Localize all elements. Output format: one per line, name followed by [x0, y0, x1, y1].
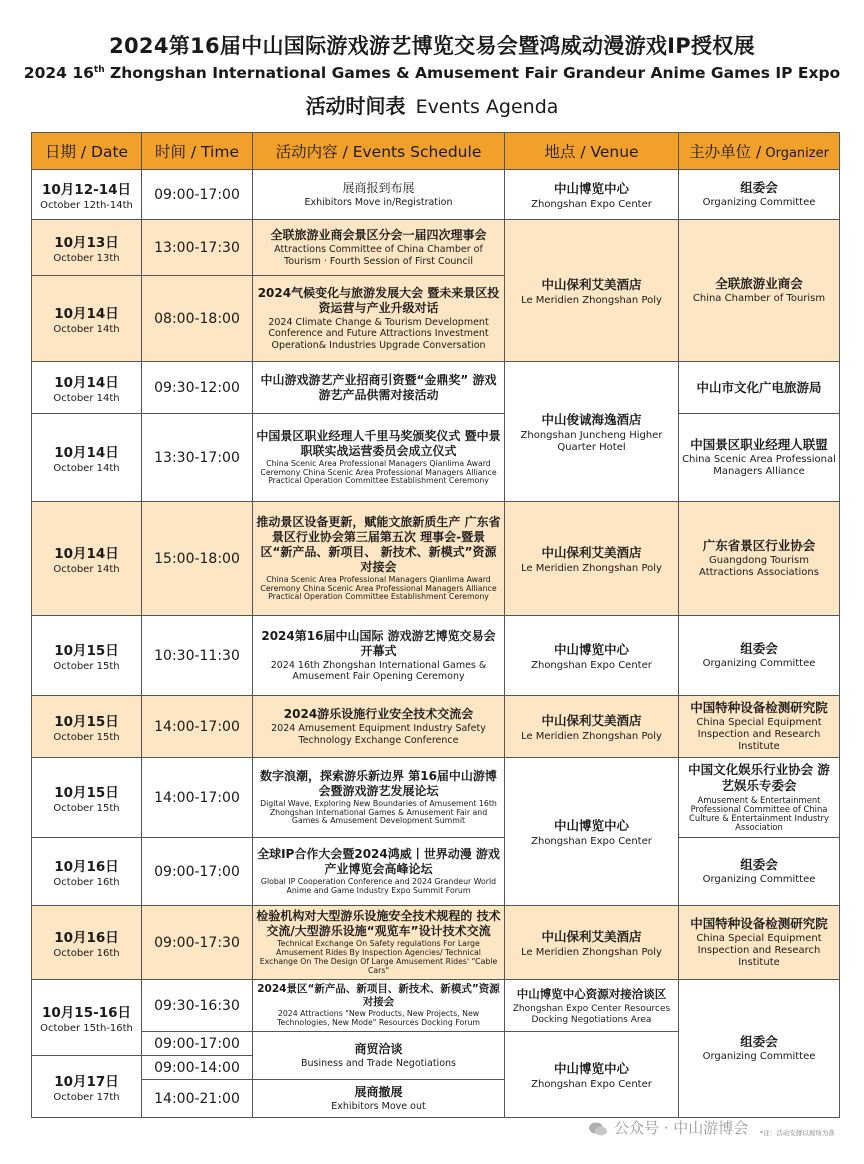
venue-cell — [505, 170, 679, 220]
organizer-cn: 中国文化娱乐行业协会 游艺娱乐专委会 — [688, 762, 830, 794]
time-cell — [142, 170, 253, 220]
date-en: October 14th — [53, 324, 120, 335]
time-cell — [142, 980, 253, 1032]
organizer-cell — [679, 838, 840, 906]
organizer-cell — [679, 362, 840, 414]
date-cell — [32, 616, 142, 696]
event-cn: 2024第16届中山国际 游戏游艺博览交易会开幕式 — [261, 628, 496, 658]
event-en: Exhibitors Move out — [331, 1100, 426, 1112]
organizer-en: Organizing Committee — [702, 658, 816, 670]
time-text: 15:00-18:00 — [154, 550, 240, 567]
time-cell — [142, 1056, 253, 1080]
venue-cn: 中山保利艾美酒店 — [541, 544, 642, 560]
date-cn: 10月15日 — [54, 643, 119, 659]
col-schedule: 活动内容 / Events Schedule — [253, 133, 505, 170]
date-cn: 10月17日 — [54, 1074, 119, 1090]
time-text: 09:00-17:00 — [154, 863, 240, 880]
date-en: October 17th — [53, 1092, 120, 1103]
table-row — [32, 838, 840, 906]
date-cn: 10月15日 — [54, 714, 119, 730]
organizer-cell — [679, 758, 840, 838]
date-cell — [32, 362, 142, 414]
date-cell — [32, 170, 142, 220]
organizer-cn: 中国特种设备检测研究院 — [690, 699, 828, 715]
time-text: 09:00-17:30 — [154, 934, 240, 951]
date-cn: 10月14日 — [54, 306, 119, 322]
col-date: 日期 / Date — [32, 133, 142, 170]
venue-cn: 中山博览中心 — [553, 180, 629, 196]
time-cell — [142, 220, 253, 276]
venue-en: Zhongshan Expo Center — [531, 1078, 652, 1090]
table-row — [32, 502, 840, 616]
organizer-en: China Special Equipment Inspection and Research Institute — [696, 717, 822, 753]
venue-cn: 中山俊诚海逸酒店 — [541, 411, 642, 427]
date-cell — [32, 414, 142, 502]
table-row — [32, 906, 840, 980]
event-en: 2024 Climate Change & Tourism Development Conference and Future Attractions Investment Operation& Industries Upgrade Conversation — [268, 316, 489, 351]
date-en: October 15th-16th — [40, 1023, 133, 1034]
date-cell — [32, 1056, 142, 1118]
time-cell — [142, 276, 253, 362]
table-row — [32, 758, 840, 838]
date-en: October 15th — [53, 803, 120, 814]
time-cell — [142, 362, 253, 414]
event-cn: 展商报到布展 — [342, 180, 415, 195]
event-cn: 2024气候变化与旅游发展大会 暨未来景区投资运营与产业升级对话 — [257, 285, 500, 315]
organizer-cn: 中国特种设备检测研究院 — [690, 915, 828, 931]
event-cell — [253, 220, 505, 276]
organizer-cn: 组委会 — [740, 856, 778, 872]
event-cn: 2024景区“新产品、新项目、新技术、新模式”资源对接会 — [257, 982, 500, 1009]
time-text: 13:30-17:00 — [154, 449, 240, 466]
event-en: Business and Trade Negotiations — [301, 1057, 456, 1069]
footnote: *注：活动安排以现场为准 — [760, 1129, 835, 1137]
subtitle-cn: 活动时间表 — [305, 94, 406, 118]
event-cell — [253, 758, 505, 838]
date-en: October 15th — [53, 661, 120, 672]
event-en: Attractions Committee of China Chamber of Tourism · Fourth Session of First Council — [274, 244, 483, 267]
organizer-cn: 组委会 — [740, 179, 778, 195]
event-cell — [253, 906, 505, 980]
organizer-en: Organizing Committee — [702, 197, 816, 209]
organizer-cn: 组委会 — [740, 1033, 778, 1049]
organizer-cell — [679, 616, 840, 696]
date-en: October 12th-14th — [40, 200, 133, 211]
wechat-icon — [588, 1121, 608, 1137]
venue-cn: 中山博览中心资源对接洽谈区 — [516, 986, 667, 1001]
event-cn: 全联旅游业商会景区分会一届四次理事会 — [270, 228, 487, 243]
date-cell — [32, 696, 142, 758]
date-cn: 10月13日 — [54, 235, 119, 251]
date-cn: 10月14日 — [54, 546, 119, 562]
event-cell — [253, 1080, 505, 1118]
organizer-cn: 组委会 — [740, 640, 778, 656]
event-cn: 检验机构对大型游乐设施安全技术规程的 技术交流/大型游乐设施“观览车”设计技术交流 — [256, 909, 501, 939]
event-cn: 2024游乐设施行业安全技术交流会 — [283, 707, 474, 722]
time-text: 09:00-14:00 — [154, 1059, 240, 1076]
venue-cell — [505, 220, 679, 362]
time-cell — [142, 1032, 253, 1056]
organizer-en: China Scenic Area Professional Managers Alliance — [682, 454, 836, 478]
venue-cell — [505, 696, 679, 758]
organizer-cn: 全联旅游业商会 — [715, 275, 803, 291]
organizer-en: Organizing Committee — [702, 1051, 816, 1063]
event-en: 2024 16th Zhongshan International Games & Amusement Fair Opening Ceremony — [270, 659, 487, 682]
event-cn: 中山游戏游艺产业招商引资暨“金鼎奖” 游戏游艺产品供需对接活动 — [260, 372, 497, 402]
date-en: October 14th — [53, 393, 120, 404]
date-cell — [32, 220, 142, 276]
organizer-cell — [679, 502, 840, 616]
event-cell — [253, 838, 505, 906]
venue-cell — [505, 980, 679, 1032]
col-organizer-cn: 主办单位 / — [689, 143, 762, 161]
time-cell — [142, 758, 253, 838]
table-row — [32, 414, 840, 502]
table-row — [32, 362, 840, 414]
organizer-cn: 中山市文化广电旅游局 — [696, 379, 822, 395]
subtitle — [0, 90, 864, 119]
venue-cell — [505, 616, 679, 696]
table-row — [32, 980, 840, 1032]
venue-en: Zhongshan Expo Center — [531, 659, 652, 671]
time-cell — [142, 616, 253, 696]
organizer-en: Guangdong Tourism Attractions Associations — [699, 555, 819, 579]
time-text: 10:30-11:30 — [154, 647, 240, 664]
event-cn: 中国景区职业经理人千里马奖颁奖仪式 暨中景职联实战运营委员会成立仪式 — [256, 428, 501, 458]
event-cell — [253, 696, 505, 758]
date-en: October 14th — [53, 564, 120, 575]
organizer-cell — [679, 170, 840, 220]
time-cell — [142, 414, 253, 502]
date-cn: 10月15日 — [54, 785, 119, 801]
organizer-cell — [679, 906, 840, 980]
agenda-table — [31, 132, 840, 1118]
event-cn: 推动景区设备更新，赋能文旅新质生产 广东省景区行业协会第三届第五次 理事会-暨景区“新产品、新项目、 新技术、新模式”资源对接会 — [256, 514, 501, 574]
table-row — [32, 220, 840, 276]
organizer-en: Amusement & Entertainment Professional Committee of China Culture & Entertainment Industry Association — [689, 794, 829, 833]
subtitle-en: Events Agenda — [415, 96, 559, 118]
time-cell — [142, 502, 253, 616]
date-cn: 10月16日 — [54, 859, 119, 875]
time-text: 13:00-17:30 — [154, 239, 240, 256]
venue-en: Zhongshan Expo Center — [531, 835, 652, 847]
organizer-en: Organizing Committee — [702, 874, 816, 886]
organizer-cell — [679, 696, 840, 758]
time-cell — [142, 906, 253, 980]
date-cn: 10月14日 — [54, 445, 119, 461]
organizer-cell — [679, 980, 840, 1118]
col-organizer-en: Organizer — [761, 146, 829, 161]
event-cell — [253, 170, 505, 220]
date-cell — [32, 980, 142, 1056]
organizer-cell — [679, 220, 840, 362]
venue-cn: 中山保利艾美酒店 — [541, 712, 642, 728]
time-text: 09:00-17:00 — [154, 186, 240, 203]
title-cn: 2024第16届中山国际游戏游艺博览交易会暨鸿威动漫游戏IP授权展 — [109, 34, 755, 58]
title-en-post: Zhongshan International Games & Amusement Fair Grandeur Anime Games IP Expo — [104, 64, 841, 82]
title-en — [0, 64, 864, 82]
time-text: 14:00-21:00 — [154, 1090, 240, 1107]
venue-en: Le Meridien Zhongshan Poly — [521, 562, 662, 574]
event-cell — [253, 414, 505, 502]
date-en: October 16th — [53, 948, 120, 959]
date-en: October 15th — [53, 732, 120, 743]
time-text: 09:30-12:00 — [154, 379, 240, 396]
venue-cn: 中山博览中心 — [553, 641, 629, 657]
event-en: China Scenic Area Professional Managers Qianlima Award Ceremony China Scenic Area Professional Managers Alliance Practical Operation Committee Establishment Ceremony — [260, 574, 497, 602]
date-cell — [32, 906, 142, 980]
date-en: October 13th — [53, 253, 120, 264]
date-cn: 10月14日 — [54, 375, 119, 391]
time-text: 09:00-17:00 — [154, 1035, 240, 1052]
date-cell — [32, 758, 142, 838]
watermark-text: 公众号 · 中山游博会 — [614, 1119, 749, 1137]
venue-cell — [505, 502, 679, 616]
event-cell — [253, 276, 505, 362]
time-text: 08:00-18:00 — [154, 310, 240, 327]
time-cell — [142, 838, 253, 906]
title-en-pre: 2024 16 — [23, 64, 94, 82]
venue-en: Le Meridien Zhongshan Poly — [521, 294, 662, 306]
organizer-en: China Chamber of Tourism — [692, 293, 826, 305]
organizer-en: China Special Equipment Inspection and Research Institute — [696, 933, 822, 969]
event-cell — [253, 502, 505, 616]
col-venue: 地点 / Venue — [505, 133, 679, 170]
table-header-row — [32, 133, 840, 170]
venue-cell — [505, 758, 679, 906]
venue-cn: 中山博览中心 — [553, 1060, 629, 1076]
wechat-watermark — [588, 1117, 748, 1138]
event-en: China Scenic Area Professional Managers Qianlima Award Ceremony China Scenic Area Professional Managers Alliance Practical Operation Committee Establishment Ceremony — [260, 458, 497, 486]
table-row — [32, 170, 840, 220]
event-en: 2024 Attractions "New Products, New Projects, New Technologies, New Mode" Resources Docking Forum — [277, 1009, 480, 1028]
time-cell — [142, 1080, 253, 1118]
date-cn: 10月12-14日 — [42, 182, 131, 198]
venue-cell — [505, 362, 679, 502]
venue-en: Le Meridien Zhongshan Poly — [521, 730, 662, 742]
event-en: Technical Exchange On Safety regulations For Large Amusement Rides By Inspection Agencies/ Technical Exchange On The Design Of Large Amusement Rides' "Cable Cars" — [259, 939, 498, 975]
col-organizer — [679, 133, 840, 170]
event-en: Exhibitors Move in/Registration — [304, 196, 453, 208]
event-en: 2024 Amusement Equipment Industry Safety Technology Exchange Conference — [271, 723, 486, 746]
venue-cn: 中山博览中心 — [553, 817, 629, 833]
time-text: 14:00-17:00 — [154, 718, 240, 735]
organizer-cell — [679, 414, 840, 502]
time-text: 09:30-16:30 — [154, 997, 240, 1014]
venue-cell — [505, 1032, 679, 1118]
event-cell — [253, 362, 505, 414]
title-en-sup: th — [93, 64, 105, 75]
date-en: October 16th — [53, 877, 120, 888]
venue-cn: 中山保利艾美酒店 — [541, 928, 642, 944]
event-cn: 展商撤展 — [354, 1084, 403, 1099]
event-en: Digital Wave, Exploring New Boundaries of Amusement 16th Zhongshan International Games & Amusement Fair and Games & Amusement Development Summit — [260, 798, 497, 826]
organizer-cn: 中国景区职业经理人联盟 — [690, 436, 828, 452]
event-cell — [253, 980, 505, 1032]
venue-en: Le Meridien Zhongshan Poly — [521, 946, 662, 958]
venue-cn: 中山保利艾美酒店 — [541, 276, 642, 292]
table-row — [32, 616, 840, 696]
col-time: 时间 / Time — [142, 133, 253, 170]
venue-cell — [505, 906, 679, 980]
table-row — [32, 696, 840, 758]
event-cn: 商贸洽谈 — [354, 1041, 403, 1056]
venue-en: Zhongshan Juncheng Higher Quarter Hotel — [520, 429, 663, 453]
event-en: Global IP Cooperation Conference and 2024 Grandeur World Anime and Game Industry Expo Summit Forum — [260, 877, 497, 895]
event-cn: 数字浪潮，探索游乐新边界 第16届中山游博会暨游戏游艺发展论坛 — [260, 768, 497, 798]
time-text: 14:00-17:00 — [154, 789, 240, 806]
date-en: October 14th — [53, 463, 120, 474]
organizer-cn: 广东省景区行业协会 — [702, 537, 816, 553]
date-cell — [32, 502, 142, 616]
event-cell — [253, 616, 505, 696]
event-cell — [253, 1032, 505, 1080]
date-cn: 10月15-16日 — [42, 1005, 131, 1021]
venue-en: Zhongshan Expo Center Resources Docking Negotiations Area — [512, 1003, 671, 1025]
time-cell — [142, 696, 253, 758]
venue-en: Zhongshan Expo Center — [531, 198, 652, 210]
event-cn: 全球IP合作大会暨2024鸿威丨世界动漫 游戏产业博览会高峰论坛 — [257, 847, 500, 877]
date-cell — [32, 276, 142, 362]
date-cell — [32, 838, 142, 906]
date-cn: 10月16日 — [54, 930, 119, 946]
